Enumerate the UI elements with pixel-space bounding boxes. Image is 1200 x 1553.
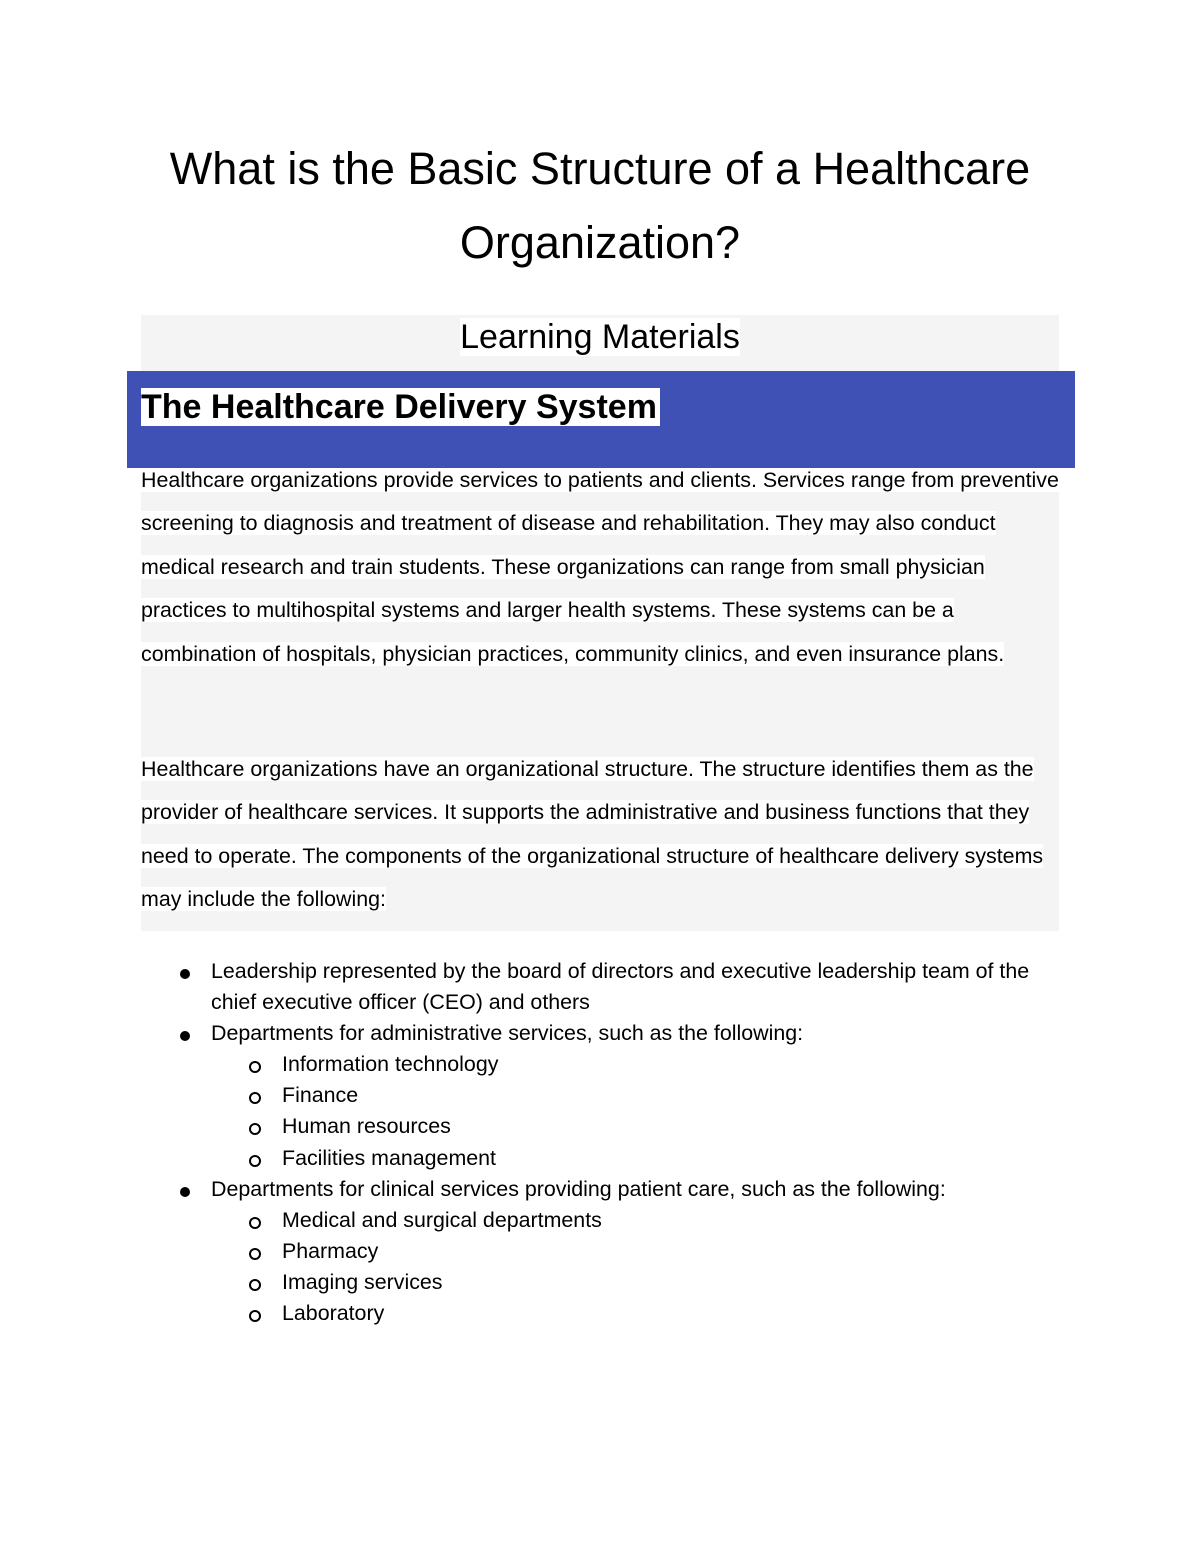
sub-list [211,1205,1071,1329]
components-list [141,956,1071,1329]
sub-list-item [211,1111,1071,1142]
sub-list-item [211,1143,1071,1174]
sub-list-item [211,1205,1071,1236]
paragraph-structure [141,748,1066,922]
banner-heading [141,385,660,429]
banner-heading-text: The Healthcare Delivery System [141,388,660,426]
list-item-text: Leadership represented by the board of directors and executive leadership team of the chief executive officer (CEO) and others [211,959,1030,1015]
paragraph-intro [141,459,1066,676]
sub-list-item [211,1080,1071,1111]
paragraph-intro-text: Healthcare organizations provide services to patients and clients. Services range from preventive screening to diagnosis and treatment of disease and rehabilitation. They may also conduct medical research and train students. These organizations can range from small physician practices to multihospital systems and larger health systems. These systems can be a combination of hospitals, physician practices, community clinics, and even insurance plans. [141,468,1059,666]
circle-bullet-icon [249,1310,261,1322]
bullet-icon [180,969,190,979]
sub-list-item-text: Facilities management [282,1145,497,1170]
circle-bullet-icon [249,1155,261,1167]
circle-bullet-icon [249,1217,261,1229]
sub-list-item [211,1049,1071,1080]
list-item [141,1174,1071,1329]
bullet-icon [180,1187,190,1197]
list-item-text: Departments for administrative services, such as the following: [211,1021,804,1046]
sub-list-item-text: Human resources [282,1114,451,1139]
list-item-text: Departments for clinical services providing patient care, such as the following: [211,1176,946,1201]
sub-list-item-text: Information technology [282,1052,499,1077]
title-line-1: What is the Basic Structure of a Healthcare [169,143,1031,194]
section-label [141,315,1059,359]
sub-list-item [211,1298,1071,1329]
paragraph-structure-text: Healthcare organizations have an organizational structure. The structure identifies them as the provider of healthcare services. It supports the administrative and business functions that they need to operate. The components of the organizational structure of healthcare delivery systems may include the following: [141,757,1044,912]
sub-list-item-text: Pharmacy [282,1238,379,1263]
circle-bullet-icon [249,1123,261,1135]
sub-list-item-text: Imaging services [282,1269,443,1294]
section-label-text: Learning Materials [460,318,740,356]
sub-list-item [211,1267,1071,1298]
circle-bullet-icon [249,1248,261,1260]
bullet-icon [180,1031,190,1041]
page-title [0,132,1200,280]
circle-bullet-icon [249,1092,261,1104]
sub-list [211,1049,1071,1173]
circle-bullet-icon [249,1061,261,1073]
circle-bullet-icon [249,1279,261,1291]
sub-list-item-text: Medical and surgical departments [282,1207,602,1232]
sub-list-item-text: Laboratory [282,1301,385,1326]
sub-list-item [211,1236,1071,1267]
list-item [141,956,1071,1018]
title-line-2: Organization? [459,217,741,268]
sub-list-item-text: Finance [282,1083,359,1108]
list-item [141,1018,1071,1173]
